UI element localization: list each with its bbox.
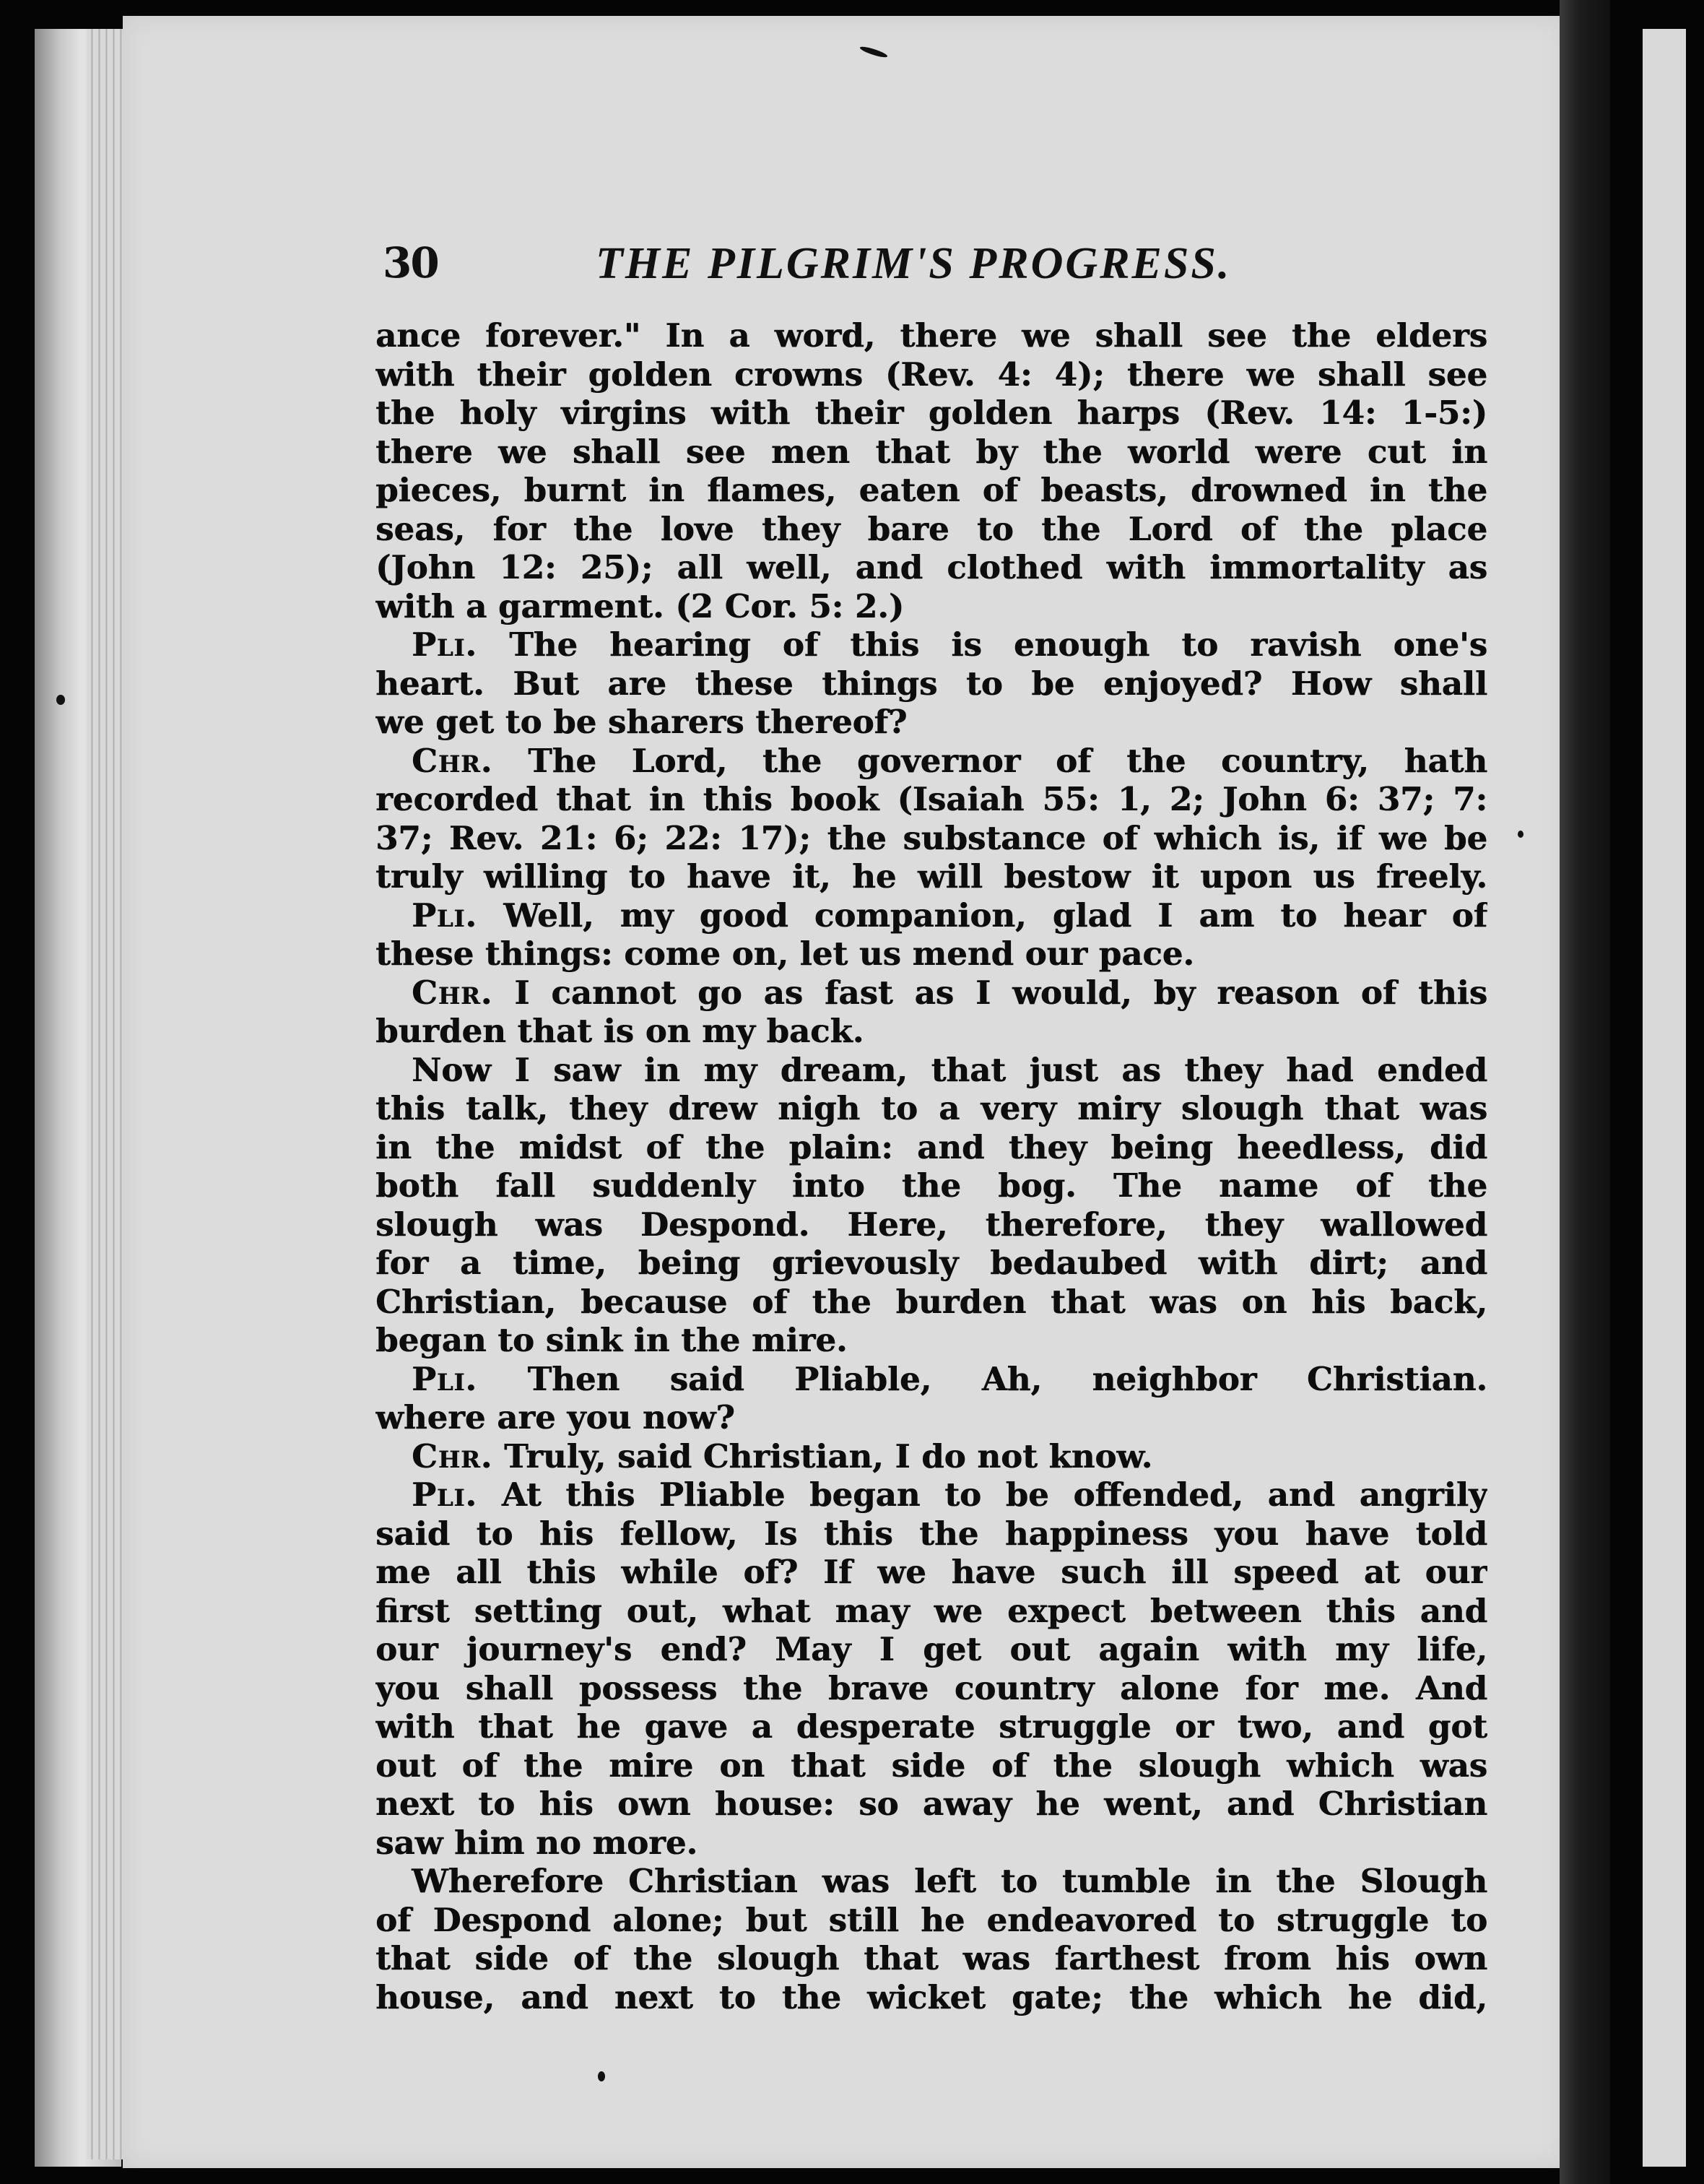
page-number: 30 (383, 238, 438, 287)
text-line (375, 1514, 1487, 1554)
text-line (375, 1398, 1487, 1437)
line-text: of Despond alone; but still he endeavored to struggle to (375, 1900, 1487, 1939)
line-text: I cannot go as fast as I would, by reason of this (514, 973, 1487, 1012)
gutter-shadow (1560, 0, 1610, 2184)
line-text: recorded that in this book (Isaiah 55: 1, 2; John 6: 37; 7: (375, 780, 1487, 818)
text-line (375, 780, 1487, 819)
line-text: The Lord, the governor of the country, hath (528, 741, 1487, 780)
line-text: next to his own house: so away he went, and Christian (375, 1785, 1487, 1823)
line-text: there we shall see men that by the world were cut in (375, 432, 1487, 471)
text-line (375, 471, 1487, 510)
line-text: out of the mire on that side of the slough which was (375, 1746, 1487, 1785)
text-line (375, 1824, 1487, 1863)
line-text: with their golden crowns (Rev. 4: 4); there we shall see (375, 355, 1487, 394)
text-line (375, 1862, 1487, 1901)
text-line (375, 548, 1487, 587)
text-line (375, 433, 1487, 472)
text-line (375, 1360, 1487, 1399)
scan-speck (598, 2071, 605, 2081)
text-line (375, 819, 1487, 858)
speaker-label: Pli. (412, 1359, 477, 1398)
line-text: that side of the slough that was farthest from his own (375, 1939, 1487, 1977)
speaker-label: Pli. (412, 625, 477, 664)
line-text: where are you now? (375, 1398, 735, 1436)
speaker-label: Chr. (412, 741, 493, 780)
line-text: Wherefore Christian was left to tumble in the Slough (412, 1862, 1487, 1900)
line-text: Well, my good companion, glad I am to hear of (503, 896, 1487, 935)
line-text: for a time, being grievously bedaubed with dirt; and (375, 1244, 1487, 1282)
line-text: At this Pliable began to be offended, and angrily (501, 1476, 1487, 1514)
line-text: Now I saw in my dream, that just as they had ended (412, 1050, 1487, 1089)
line-text: our journey's end? May I get out again with my life, (375, 1630, 1487, 1668)
text-line (375, 857, 1487, 896)
speaker-label: Chr. (412, 973, 493, 1012)
running-head (383, 238, 1480, 311)
line-text: ance forever." In a word, there we shall see the elders (375, 316, 1487, 355)
line-text: you shall possess the brave country alone for me. And (375, 1668, 1487, 1707)
text-line (375, 1785, 1487, 1824)
text-line (375, 1939, 1487, 1978)
running-title: THE PILGRIM'S PROGRESS. (596, 239, 1232, 288)
text-line (375, 394, 1487, 433)
text-line (375, 703, 1487, 742)
text-line (375, 1283, 1487, 1322)
line-text: Then said Pliable, Ah, neighbor Christian. (527, 1359, 1487, 1398)
line-text: with that he gave a desperate struggle or two, and got (375, 1707, 1487, 1746)
text-line (375, 1630, 1487, 1669)
line-text: this talk, they drew nigh to a very miry slough that was (375, 1089, 1487, 1127)
text-line (375, 1437, 1487, 1476)
text-line (375, 316, 1487, 355)
text-line (375, 1012, 1487, 1051)
line-text: me all this while of? If we have such ill speed at our (375, 1553, 1487, 1591)
line-text: Truly, said Christian, I do not know. (503, 1436, 1153, 1476)
text-line (375, 1592, 1487, 1631)
text-line (375, 1205, 1487, 1244)
text-line (375, 1051, 1487, 1090)
line-text: these things: come on, let us mend our pace. (375, 935, 1194, 973)
scan-speck (56, 695, 65, 705)
text-line (375, 1166, 1487, 1205)
text-line (375, 1553, 1487, 1592)
line-text: the holy virgins with their golden harps (Rev. 14: 1-5:) (375, 394, 1487, 432)
line-text: both fall suddenly into the bog. The name of the (375, 1166, 1487, 1205)
text-line (375, 1089, 1487, 1128)
text-line (375, 510, 1487, 549)
line-text: with a garment. (2 Cor. 5: 2.) (375, 586, 905, 625)
facing-page-edge (1643, 29, 1686, 2167)
body-text (375, 316, 1487, 2016)
text-line (375, 1244, 1487, 1283)
line-text: burden that is on my back. (375, 1012, 864, 1050)
line-text: slough was Despond. Here, therefore, they wallowed (375, 1205, 1487, 1244)
line-text: Christian, because of the burden that was on his back, (375, 1282, 1487, 1321)
text-line (375, 1978, 1487, 2017)
line-text: we get to be sharers thereof? (375, 703, 908, 741)
line-text: saw him no more. (375, 1823, 698, 1862)
text-line (375, 1128, 1487, 1167)
line-text: began to sink in the mire. (375, 1321, 848, 1359)
line-text: said to his fellow, Is this the happiness you have told (375, 1514, 1487, 1553)
line-text: 37; Rev. 21: 6; 22: 17); the substance of which is, if we be (375, 818, 1487, 857)
text-line (375, 1669, 1487, 1708)
line-text: seas, for the love they bare to the Lord of the place (375, 509, 1487, 548)
text-line (375, 664, 1487, 703)
line-text: truly willing to have it, he will bestow it upon us freely. (375, 857, 1487, 896)
line-text: in the midst of the plain: and they being heedless, did (375, 1127, 1487, 1166)
scan-speck (1518, 831, 1523, 838)
line-text: The hearing of this is enough to ravish one's (509, 625, 1487, 664)
text-line (375, 742, 1487, 781)
text-line (375, 1707, 1487, 1746)
text-line (375, 355, 1487, 394)
speaker-label: Chr. (412, 1436, 493, 1476)
text-line (375, 896, 1487, 935)
text-line (375, 1321, 1487, 1360)
text-line (375, 974, 1487, 1013)
text-line (375, 587, 1487, 626)
line-text: pieces, burnt in flames, eaten of beasts, drowned in the (375, 471, 1487, 509)
text-line (375, 1901, 1487, 1940)
text-line (375, 1476, 1487, 1514)
line-text: first setting out, what may we expect between this and (375, 1591, 1487, 1630)
line-text: heart. But are these things to be enjoyed? How shall (375, 664, 1487, 703)
text-line (375, 625, 1487, 664)
speaker-label: Pli. (412, 896, 477, 935)
speaker-label: Pli. (412, 1476, 477, 1514)
line-text: house, and next to the wicket gate; the which he did, (375, 1977, 1487, 2016)
text-line (375, 935, 1487, 974)
text-line (375, 1746, 1487, 1785)
line-text: (John 12: 25); all well, and clothed with immortality as (375, 548, 1487, 586)
